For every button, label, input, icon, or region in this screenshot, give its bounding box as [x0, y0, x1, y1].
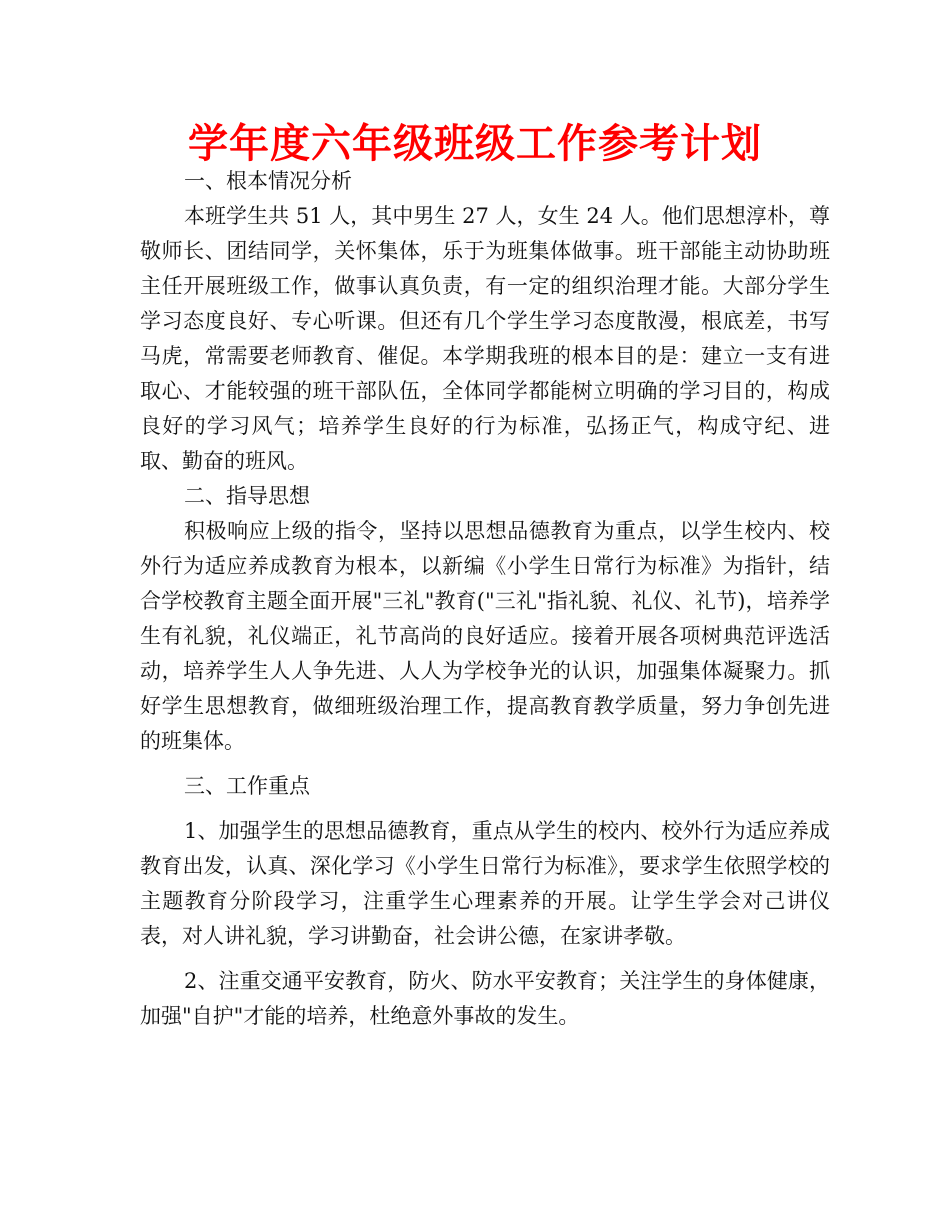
section-2-paragraph-1: 积极响应上级的指令，坚持以思想品德教育为重点，以学生校内、校外行为适应养成教育为根本，以新编《小学生日常行为标准》为指针，结合学校教育主题全面开展"三礼"教育("三礼"指礼貌、礼仪、礼节)，培养学生有礼貌，礼仪端正，礼节高尚的良好适应。接着开展各项树典范评选活动，培养学生人人争先进、人人为学校争光的认识，加强集体凝聚力。抓好学生思想教育，做细班级治理工作，提高教育教学质量，努力争创先进的班集体。 [140, 519, 830, 753]
section-heading-3: 三、工作重点 [184, 774, 310, 798]
section-1-paragraph-1: 本班学生共 51 人，其中男生 27 人，女生 24 人。他们思想淳朴，尊敬师长、团结同学，关怀集体，乐于为班集体做事。班干部能主动协助班主任开展班级工作，做事认真负责，有一定的组织治理才能。大部分学生学习态度良好、专心听课。但还有几个学生学习态度散漫，根底差，书写马虎，常需要老师教育、催促。本学期我班的根本目的是：建立一支有进取心、才能较强的班干部队伍，全体同学都能树立明确的学习目的，构成良好的学习风气；培养学生良好的行为标准，弘扬正气，构成守纪、进取、勤奋的班风。 [140, 204, 830, 473]
section-3-paragraph-1: 1、加强学生的思想品德教育，重点从学生的校内、校外行为适应养成教育出发，认真、深化学习《小学生日常行为标准》，要求学生依照学校的主题教育分阶段学习，注重学生心理素养的开展。让学生学会对己讲仪表，对人讲礼貌，学习讲勤奋，社会讲公德，在家讲孝敬。 [140, 819, 830, 948]
document-title: 学年度六年级班级工作参考计划 [188, 121, 762, 167]
section-heading-2: 二、指导思想 [184, 484, 310, 508]
section-heading-1: 一、根本情况分析 [184, 169, 352, 193]
section-3-paragraph-2: 2、注重交通平安教育，防火、防水平安教育；关注学生的身体健康，加强"自护"才能的培养，杜绝意外事故的发生。 [140, 969, 830, 1028]
document-body [140, 164, 830, 1034]
